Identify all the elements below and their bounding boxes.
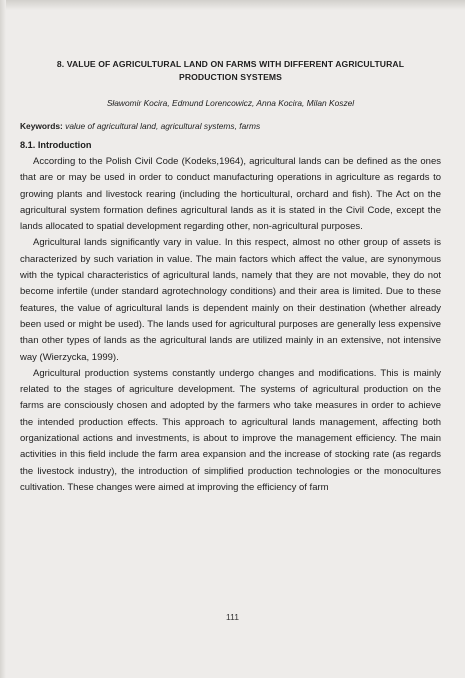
page-content bbox=[20, 58, 441, 496]
chapter-title-line-2: PRODUCTION SYSTEMS bbox=[178, 72, 283, 82]
scan-shadow-top bbox=[0, 0, 465, 10]
page-number: 111 bbox=[226, 612, 239, 622]
paragraph-1: According to the Polish Civil Code (Kodeks,1964), agricultural lands can be defined as the ones that are or may be used in order to conduct manufacturing operations in agriculture as regards to growing plants and livestock rearing (including the horticultural, orchard and fish). The Act on the agricultural system formation defines agricultural lands as it is stated in the Civil Code, except the lands allocated to spatial development regarding other, non-agricultural purposes. bbox=[20, 156, 441, 233]
scan-shadow-left bbox=[0, 0, 6, 678]
chapter-title bbox=[20, 58, 441, 84]
keywords-line bbox=[20, 121, 441, 132]
paragraph-2: Agricultural lands significantly vary in value. In this respect, almost no other group of assets is characterized by such variation in value. The main factors which affect the value, are synonymous with the typical characteristics of agricultural lands, namely that they are not movable, they do not become infertile (under standard agrotechnology conditions) and their area is limited. Due to these features, the value of agricultural lands is dependent mainly on their destination (whether already been used or might be used). The lands used for agricultural purposes are generally less expensive than other types of lands as the agricultural lands are utilized mainly in an extensive, not intensive way (Wierzycka, 1999). bbox=[20, 237, 441, 363]
paragraph-3: Agricultural production systems constantly undergo changes and modifications. This is mainly related to the stages of agriculture development. The systems of agricultural production on the farms are consciously chosen and adopted by the farmers who take measures in order to achieve the intended production effects. This approach to agricultural lands management, affecting both organizational actions and investments, is about to improve the management efficiency. The main activities in this field include the farm area expansion and the increase of stocking rate (as regards the livestock industry), the introduction of simplified production technologies or the monocultures cultivation. These changes were aimed at improving the efficiency of farm bbox=[20, 367, 441, 493]
section-heading: 8.1. Introduction bbox=[20, 140, 92, 150]
chapter-title-line-1: 8. VALUE OF AGRICULTURAL LAND ON FARMS WITH DIFFERENT AGRICULTURAL bbox=[56, 59, 405, 69]
author-list: Sławomir Kocira, Edmund Lorencowicz, Anna Kocira, Milan Koszel bbox=[106, 98, 355, 108]
keywords-value: value of agricultural land, agricultural systems, farms bbox=[65, 121, 261, 131]
keywords-label: Keywords: bbox=[20, 121, 63, 131]
